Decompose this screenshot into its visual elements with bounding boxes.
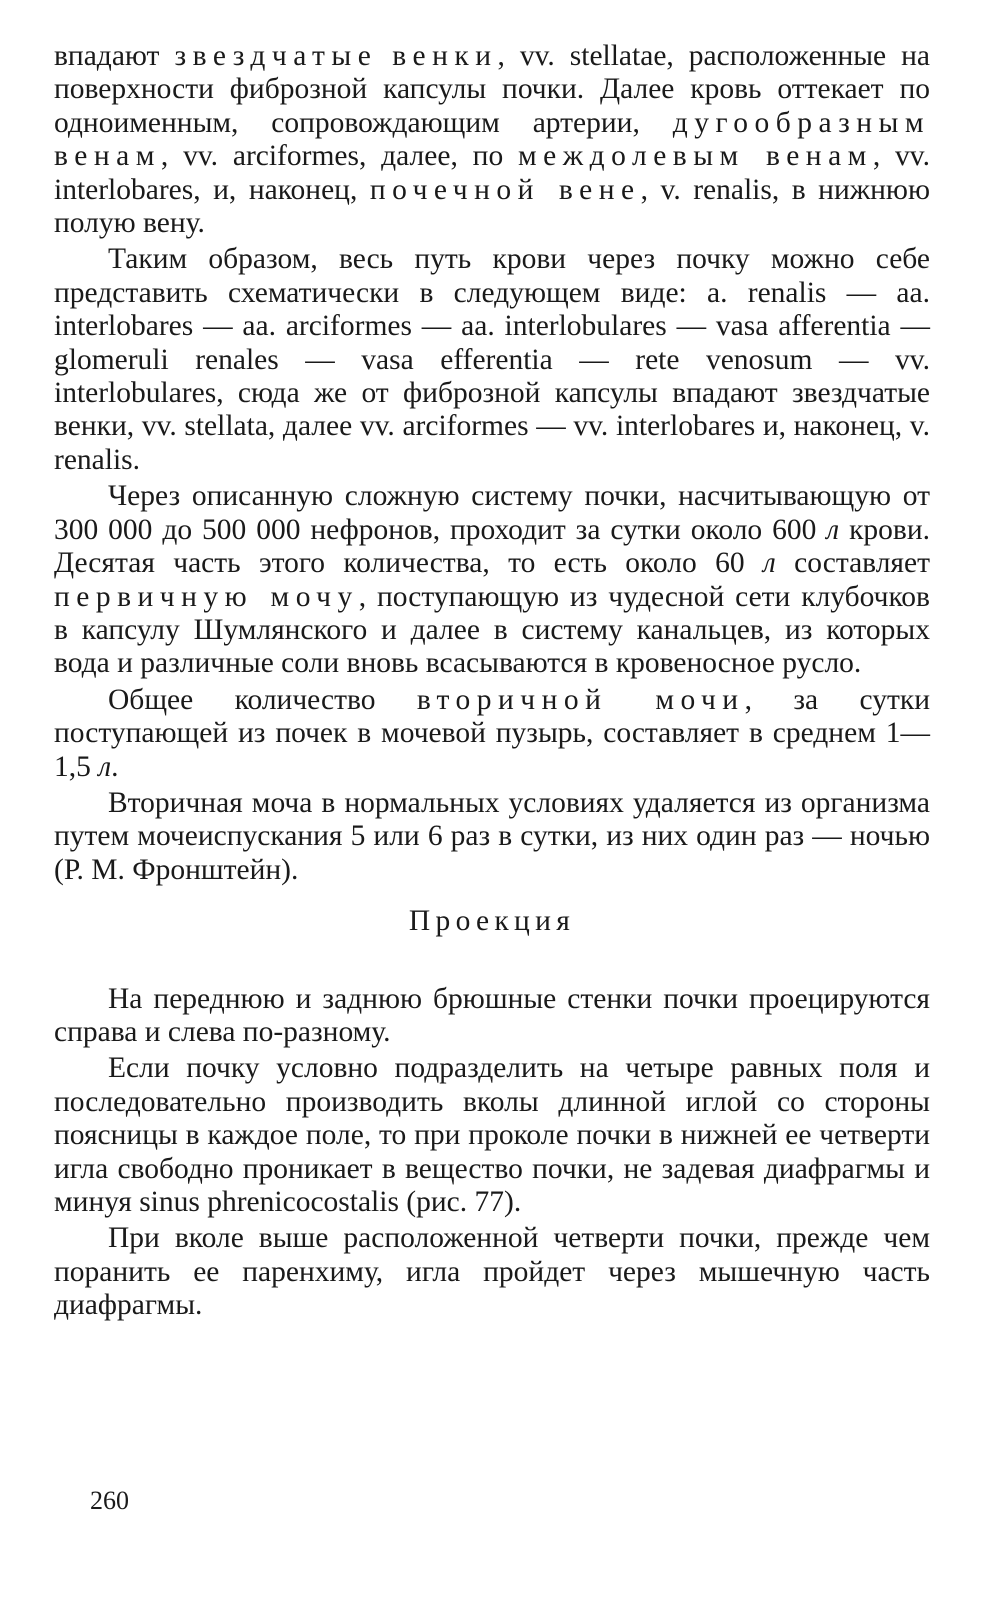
paragraph-projection-intro: На переднюю и заднюю брюшные стенки почки проецируются справа и слева по-разному. (54, 982, 930, 1048)
paragraph-secondary-urine: Общее количество вторичной мочи, за сутки поступающей из почек в мочевой пузырь, составляет в среднем 1—1,5 л. (54, 683, 930, 783)
spaced-term: венки (392, 40, 498, 72)
unit-liter: л (98, 750, 112, 783)
unit-liter: л (826, 513, 840, 546)
paragraph-urination: Вторичная моча в нормальных условиях удаляется из организма путем мочеиспускания 5 или 6 раз в сутки, из них один раз — ночью (Р. М. Фронштейн). (54, 786, 930, 886)
paragraph-puncture-lower: Если почку условно подразделить на четыре равных поля и последовательно производить вколы длинной иглой со стороны поясницы в каждое поле, то при проколе почки в нижней ее четверти игла свободно проникает в вещество почки, не задевая диафрагмы и минуя sinus phrenicocostalis (рис. 77). (54, 1052, 930, 1218)
spaced-term: почечной вене (369, 173, 641, 206)
paragraph-venous-outflow: впадают звездчатые венки, vv. stellatae, расположенные на поверхности фиброзной капсулы почки. Далее кровь оттекает по одноименным, сопровождающим артерии, дугообразным венам, vv. arciformes, далее, по междолевым венам, vv. interlobares, и, наконец, почечной вене, v. renalis, в нижнюю полую вену. (54, 40, 930, 240)
paragraph-blood-path: Таким образом, весь путь крови через почку можно себе представить схематически в следующем виде: a. renalis — aa. interlobares — aa. arciformes — aa. interlobulares — vasa afferentia — glomeruli renales — vasa efferentia — rete venosum — vv. interlobulares, сюда же от фиброзной капсулы впадают звездчатые венки, vv. stellata, далее vv. arciformes — vv. interlobares и, наконец, v. renalis. (54, 243, 930, 476)
page-number: 260 (90, 1486, 129, 1515)
spaced-term: первичную мочу (54, 580, 359, 613)
spaced-term: звездчатые (174, 40, 378, 72)
spaced-term: дугообразным венам (54, 106, 930, 173)
paragraph-nephrons: Через описанную сложную систему почки, насчитывающую от 300 000 до 500 000 нефронов, проходит за сутки около 600 л крови. Десятая часть этого количества, то есть около 60 л составляет первичную мочу, поступающую из чудесной сети клубочков в капсулу Шумлянского и далее в систему канальцев, из которых вода и различные соли вновь всасываются в кровеносное русло. (54, 480, 930, 680)
spaced-term: междолевым венам (518, 140, 873, 173)
spaced-term: вторичной мочи (416, 683, 745, 716)
unit-liter: л (762, 547, 776, 580)
page-body (54, 40, 930, 1323)
paragraph-puncture-upper: При вколе выше расположенной четверти почки, прежде чем поранить ее паренхиму, игла пройдет через мышечную часть диафрагмы. (54, 1222, 930, 1322)
section-heading: Проекция (408, 905, 576, 938)
